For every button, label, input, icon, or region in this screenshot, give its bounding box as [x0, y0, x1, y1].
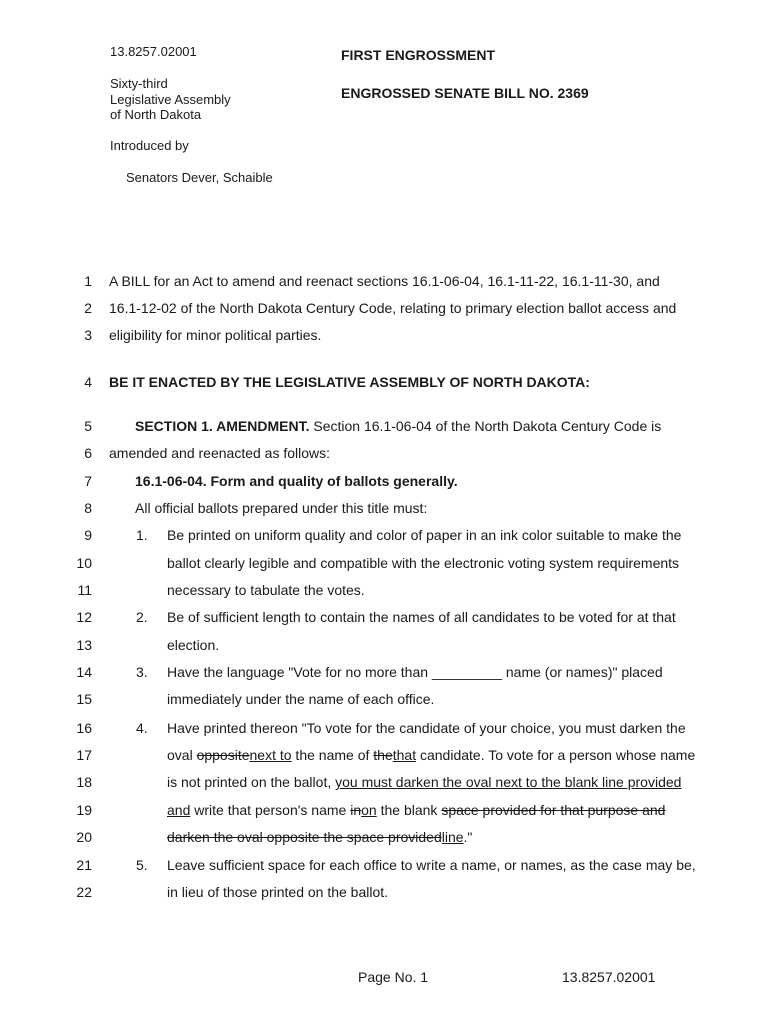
- inserted-text: and: [167, 802, 191, 818]
- line-19: [0, 800, 770, 820]
- line-number: 12: [76, 609, 92, 625]
- line-text: amended and reenacted as follows:: [109, 445, 331, 461]
- line-13: [0, 635, 770, 655]
- line-text: 16.1-12-02 of the North Dakota Century Code, relating to primary election ballot access and: [109, 300, 677, 316]
- line-text: Be of sufficient length to contain the names of all candidates to be voted for at that: [167, 609, 676, 625]
- text-run: the name of: [291, 747, 374, 763]
- bill-title: ENGROSSED SENATE BILL NO. 2369: [341, 85, 589, 101]
- line-20: [0, 827, 770, 847]
- deleted-text: in: [350, 802, 362, 818]
- line-number: 18: [76, 774, 92, 790]
- line-text: election.: [167, 637, 220, 653]
- text-run: is not printed on the ballot,: [167, 774, 336, 790]
- line-text: [135, 416, 661, 436]
- line-number: 11: [77, 582, 92, 598]
- line-16: [0, 718, 770, 738]
- line-text: A BILL for an Act to amend and reenact sections 16.1-06-04, 16.1-11-22, 16.1-11-30, and: [109, 273, 660, 289]
- page-number: Page No. 1: [358, 969, 429, 985]
- text-run: the blank: [376, 802, 442, 818]
- line-number: 20: [76, 829, 92, 845]
- line-text: eligibility for minor political parties.: [109, 327, 322, 343]
- line-text: [167, 745, 695, 765]
- line-14: [0, 662, 770, 682]
- line-text: Have printed thereon "To vote for the candidate of your choice, you must darken the: [167, 720, 686, 736]
- line-number: 15: [76, 691, 92, 707]
- line-12: [0, 607, 770, 627]
- footer-bill-code: 13.8257.02001: [562, 969, 656, 985]
- line-number: 21: [76, 857, 92, 873]
- line-number: 6: [84, 445, 92, 461]
- inserted-text: that: [392, 747, 417, 763]
- line-text: Have the language "Vote for no more than _________ name (or names)" placed: [167, 664, 663, 680]
- item-number: 4.: [136, 720, 148, 736]
- line-11: [0, 580, 770, 600]
- line-number: 7: [84, 473, 92, 489]
- inserted-text: you must darken the oval next to the blank line provided: [335, 774, 682, 790]
- line-2: [0, 298, 770, 318]
- session-line-1: Sixty-third: [110, 76, 168, 91]
- line-text: Be printed on uniform quality and color of paper in an ink color suitable to make the: [167, 527, 682, 543]
- session-line-2: Legislative Assembly: [110, 91, 231, 107]
- line-number: 10: [76, 555, 92, 571]
- inserted-text: next to: [249, 747, 292, 763]
- line-text: ballot clearly legible and compatible with the electronic voting system requirements: [167, 555, 680, 571]
- line-text: in lieu of those printed on the ballot.: [167, 884, 389, 900]
- inserted-text: line: [441, 829, 464, 845]
- line-9: [0, 525, 770, 545]
- line-text: necessary to tabulate the votes.: [167, 582, 365, 598]
- engrossment-title: FIRST ENGROSSMENT: [341, 47, 496, 63]
- line-number: 2: [84, 300, 92, 316]
- section-heading: SECTION 1. AMENDMENT.: [135, 418, 310, 434]
- line-number: 13: [76, 637, 92, 653]
- line-8: [0, 498, 770, 518]
- line-text: All official ballots prepared under this title must:: [135, 500, 428, 516]
- line-17: [0, 745, 770, 765]
- line-text: immediately under the name of each office.: [167, 691, 435, 707]
- line-18: [0, 772, 770, 792]
- line-22: [0, 882, 770, 902]
- line-number: 4: [84, 374, 92, 390]
- line-5: [0, 416, 770, 436]
- line-6: [0, 443, 770, 463]
- line-21: [0, 855, 770, 875]
- line-text: Leave sufficient space for each office to write a name, or names, as the case may be,: [167, 857, 696, 873]
- item-number: 5.: [136, 857, 148, 873]
- line-text: [167, 827, 472, 847]
- line-number: 5: [84, 418, 92, 434]
- statute-heading: 16.1-06-04. Form and quality of ballots generally.: [135, 473, 458, 489]
- session-line-3: of North Dakota: [110, 107, 202, 122]
- deleted-text: the: [373, 747, 393, 763]
- deleted-text: darken the oval opposite the space provided: [167, 829, 442, 845]
- line-number: 3: [84, 327, 92, 343]
- line-text: [167, 800, 665, 820]
- text-run: .": [463, 829, 473, 845]
- line-7: [0, 471, 770, 491]
- sponsors: Senators Dever, Schaible: [126, 170, 273, 185]
- line-15: [0, 689, 770, 709]
- line-number: 9: [84, 527, 92, 543]
- line-4: [0, 372, 770, 392]
- line-1: [0, 271, 770, 291]
- section-text: Section 16.1-06-04 of the North Dakota Century Code is: [309, 418, 662, 434]
- line-number: 1: [84, 273, 92, 289]
- text-run: candidate. To vote for a person whose name: [416, 747, 696, 763]
- text-run: write that person's name: [190, 802, 351, 818]
- line-text: [167, 772, 681, 792]
- deleted-text: space provided for that purpose and: [441, 802, 666, 818]
- introduced-label: Introduced by: [110, 138, 189, 153]
- text-run: oval: [167, 747, 197, 763]
- enacting-clause: BE IT ENACTED BY THE LEGISLATIVE ASSEMBLY OF NORTH DAKOTA:: [109, 374, 590, 390]
- bill-code-header: 13.8257.02001: [110, 44, 197, 59]
- line-number: 16: [76, 720, 92, 736]
- line-number: 22: [76, 884, 92, 900]
- line-number: 8: [84, 500, 92, 516]
- line-number: 14: [76, 664, 92, 680]
- line-10: [0, 553, 770, 573]
- line-number: 19: [76, 802, 92, 818]
- item-number: 3.: [136, 664, 148, 680]
- item-number: 2.: [136, 609, 148, 625]
- line-number: 17: [76, 747, 92, 763]
- line-3: [0, 325, 770, 345]
- deleted-text: opposite: [196, 747, 250, 763]
- item-number: 1.: [136, 527, 148, 543]
- inserted-text: on: [361, 802, 377, 818]
